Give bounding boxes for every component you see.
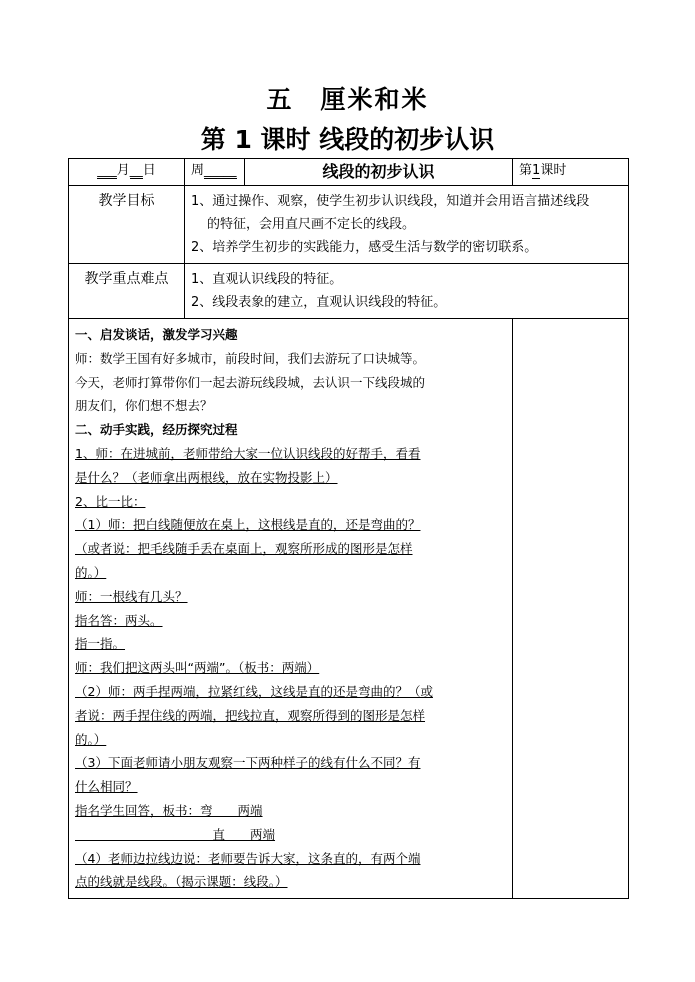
process-line: 朋友们，你们想不想去？ bbox=[75, 398, 213, 414]
week-label: 周 bbox=[191, 163, 205, 178]
process-line: 2、比一比： bbox=[75, 493, 146, 509]
unit-title: 五 厘米和米 bbox=[266, 85, 429, 114]
process-line: 一、启发谈话，激发学习兴趣 bbox=[75, 327, 238, 342]
lesson-plan-table bbox=[68, 158, 629, 899]
notes-cell bbox=[513, 319, 629, 899]
process-line: 指名答：两头。 bbox=[75, 612, 163, 628]
goals-row bbox=[69, 186, 629, 264]
week-blank: _____ bbox=[204, 163, 237, 178]
process-line: 二、动手实践，经历探究过程 bbox=[75, 422, 238, 438]
process-line: 者说：两手捏住线的两端，把线拉直，观察所得到的图形是怎样 bbox=[75, 707, 426, 723]
goals-content bbox=[185, 186, 629, 264]
period-prefix: 第 bbox=[519, 163, 533, 178]
process-line: 指一指。 bbox=[75, 636, 126, 652]
day-label: 日 bbox=[142, 163, 156, 178]
process-line: 的。） bbox=[75, 564, 107, 580]
process-line: 师：数学王国有好多城市，前段时间，我们去游玩了口诀城等。 bbox=[75, 350, 426, 366]
process-line: 师：我们把这两头叫“两端”。（板书：两端） bbox=[75, 660, 320, 676]
process-line: 的。） bbox=[75, 731, 107, 747]
process-line: （2）师：两手捏两端，拉紧红线，这线是直的还是弯曲的？（或 bbox=[75, 683, 433, 699]
process-line: 今天，老师打算带你们一起去游玩线段城，去认识一下线段城的 bbox=[75, 374, 426, 390]
goals-label: 教学目标 bbox=[69, 186, 185, 264]
keypoints-content bbox=[185, 264, 629, 319]
header-row bbox=[69, 159, 629, 186]
goal-line-2: 2、培养学生初步的实践能力，感受生活与数学的密切联系。 bbox=[191, 240, 538, 255]
month-blank: ___ bbox=[97, 163, 117, 178]
month-label: 月 bbox=[116, 163, 130, 178]
process-line: 1、师：在进城前，老师带给大家一位认识线段的好帮手，看看 bbox=[75, 445, 421, 461]
process-line: 点的线就是线段。（揭示课题：线段。） bbox=[75, 874, 288, 890]
week-cell bbox=[185, 159, 245, 186]
keypoint-line-2: 2、线段表象的建立，直观认识线段的特征。 bbox=[191, 295, 447, 310]
period-cell bbox=[513, 159, 629, 186]
period-suffix: 课时 bbox=[540, 163, 567, 178]
process-line: 什么相同？ bbox=[75, 779, 138, 795]
process-line: （1）师：把白线随便放在桌上，这根线是直的，还是弯曲的？ bbox=[75, 517, 421, 533]
process-line: 直 两端 bbox=[75, 826, 276, 842]
lesson-name-cell: 线段的初步认识 bbox=[245, 159, 513, 186]
process-line: 师：一根线有几头？ bbox=[75, 588, 188, 604]
process-row bbox=[69, 319, 629, 899]
process-line: （4）老师边拉线边说：老师要告诉大家，这条直的，有两个端 bbox=[75, 850, 421, 866]
process-line: 是什么？（老师拿出两根线，放在实物投影上） bbox=[75, 469, 338, 485]
period-number: 1 bbox=[532, 163, 541, 178]
lesson-title: 第 1 课时 线段的初步认识 bbox=[200, 125, 495, 154]
date-cell bbox=[69, 159, 185, 186]
goal-line-1: 1、通过操作、观察，使学生初步认识线段，知道并会用语言描述线段 bbox=[191, 194, 590, 209]
day-blank: __ bbox=[129, 163, 143, 178]
process-content bbox=[69, 319, 513, 899]
keypoints-row bbox=[69, 264, 629, 319]
keypoints-label: 教学重点难点 bbox=[69, 264, 185, 319]
process-line: （3）下面老师请小朋友观察一下两种样子的线有什么不同？有 bbox=[75, 755, 421, 771]
goal-line-1b: 的特征，会用直尺画不定长的线段。 bbox=[207, 217, 416, 232]
process-line: 指名学生回答，板书：弯 两端 bbox=[75, 802, 263, 818]
process-line: （或者说：把毛线随手丢在桌面上，观察所形成的图形是怎样 bbox=[75, 541, 413, 557]
keypoint-line-1: 1、直观认识线段的特征。 bbox=[191, 272, 343, 287]
